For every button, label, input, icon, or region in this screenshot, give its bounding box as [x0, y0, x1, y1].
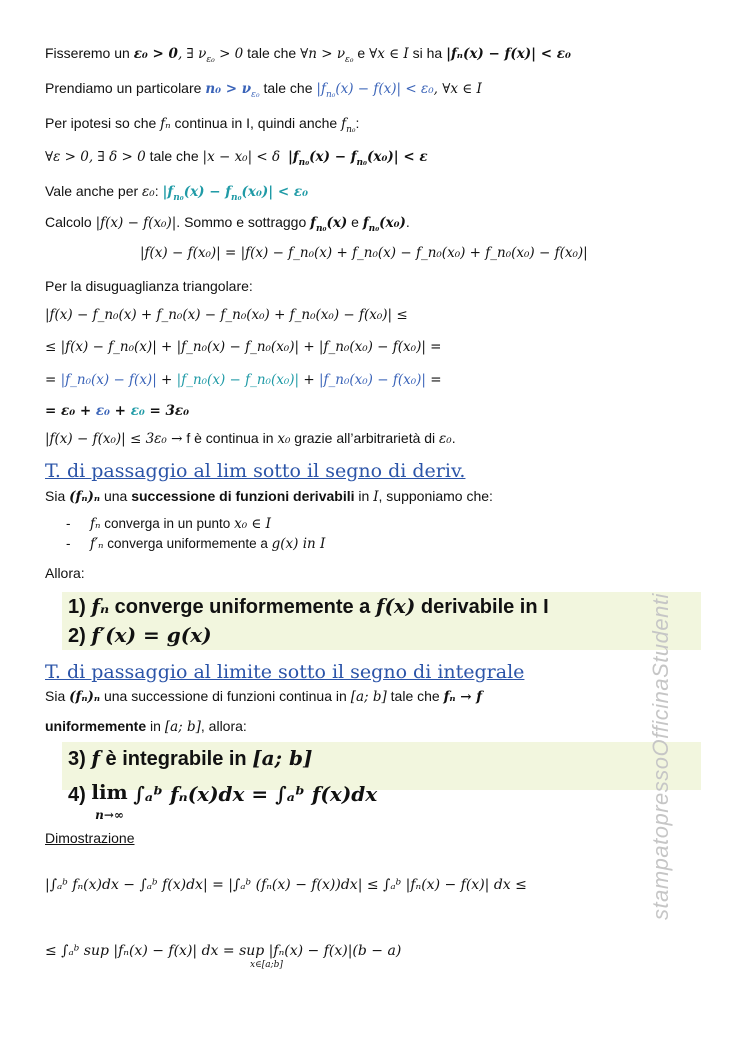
text-line: [45, 183, 308, 203]
result-line: [68, 594, 549, 619]
result-line: [68, 623, 212, 648]
text: 4): [68, 784, 92, 806]
text-line: [45, 488, 493, 505]
text-line: [45, 80, 482, 100]
bullet-dash: -: [66, 536, 71, 551]
math-sub: n₀: [173, 192, 184, 203]
text: una: [100, 488, 132, 504]
math-sub: n₀: [346, 124, 356, 135]
math-sub: ε₀: [206, 54, 215, 65]
math-sub: x∈[a;b]: [250, 960, 283, 970]
math: f′ₙ: [90, 536, 104, 552]
math: |f_n₀(x) − f(x)|: [60, 372, 157, 388]
equation: |f(x) − f(x₀)| = |f(x) − f_n₀(x) + f_n₀(x) − f_n₀(x₀) + f_n₀(x₀) − f(x₀)|: [140, 245, 588, 261]
text: è integrabile in: [99, 748, 253, 770]
math: |f_n₀(x) − f_n₀(x₀)|: [176, 372, 300, 388]
math: f′(x) = g(x): [91, 623, 212, 647]
text-line: [45, 718, 247, 735]
math-sub: n₀: [368, 223, 380, 234]
math: |fₙ(x) − f(x)| < ε₀: [446, 46, 571, 62]
math: fₙ: [160, 116, 171, 132]
limit: [91, 782, 127, 823]
math: fₙ: [91, 594, 110, 618]
math: [a; b]: [164, 719, 201, 735]
math: ε₀ > 0: [133, 46, 178, 62]
text: , allora:: [200, 718, 247, 734]
result-line: [68, 782, 377, 823]
text-line: [45, 148, 428, 168]
math-sub: ε₀: [345, 54, 354, 65]
math: ε₀: [439, 431, 452, 447]
text: in: [354, 488, 374, 504]
math: ∀ε > 0, ∃ δ > 0: [45, 149, 146, 165]
text: :: [154, 183, 163, 199]
equation: [45, 402, 189, 419]
math: f: [91, 746, 100, 770]
text: 2): [68, 625, 92, 647]
math: f(x): [375, 594, 416, 618]
math-sub: n₀: [315, 223, 327, 234]
section-heading-integral: T. di passaggio al limite sotto il segno di integrale: [45, 661, 525, 683]
math: I: [373, 489, 379, 505]
text-line: Allora:: [45, 565, 85, 581]
text-line: [45, 45, 571, 65]
proof-label: Dimostrazione: [45, 830, 135, 846]
text-line: [45, 115, 359, 135]
equation: ≤ |f(x) − f_n₀(x)| + |f_n₀(x) − f_n₀(x₀)| + |f_n₀(x₀) − f(x₀)| =: [45, 339, 442, 355]
watermark: stampatopressoOfficinaStudenti: [648, 593, 673, 920]
bullet-dash: -: [66, 516, 71, 531]
math: x₀: [277, 431, 291, 447]
math: [a; b]: [350, 689, 387, 705]
math: ∀n > ν: [300, 46, 346, 62]
equation: [45, 371, 442, 388]
math-sub: n₀: [356, 157, 368, 168]
text: in: [146, 718, 165, 734]
math: =: [45, 372, 61, 388]
math: |f: [162, 184, 174, 200]
math-sub: ε₀: [251, 89, 260, 100]
text: continua in I, quindi anche: [170, 115, 342, 131]
text-line: [45, 214, 410, 234]
math: (x): [326, 215, 348, 231]
math: ε₀: [142, 184, 155, 200]
math: =: [425, 372, 442, 388]
text-bold: successione di funzioni derivabili: [131, 488, 355, 504]
text: .: [451, 430, 456, 446]
math: +: [299, 372, 319, 388]
math: (x₀)| < ε: [367, 149, 428, 165]
text: e: [347, 214, 363, 230]
list-item: [66, 516, 271, 532]
text: Sia: [45, 688, 70, 704]
math-sub: n₀: [325, 89, 336, 100]
math: |f_n₀(x₀) − f(x₀)|: [318, 372, 426, 388]
math: +: [156, 372, 177, 388]
math: g(x) in I: [271, 536, 326, 552]
text: converga uniformemente a: [103, 536, 272, 551]
math: |f(x) − f(x₀)|: [95, 215, 177, 231]
math: (fₙ)ₙ: [69, 489, 101, 505]
math: (x) − f: [183, 184, 232, 200]
lim-text: lim: [91, 780, 128, 804]
math: ∀x ∈ I: [369, 46, 409, 62]
text: tale che: [386, 688, 444, 704]
text: Sia: [45, 488, 70, 504]
math: |f: [316, 81, 326, 97]
text-line: [45, 688, 482, 705]
math-sub: n₀: [231, 192, 242, 203]
equation: [45, 942, 401, 959]
math: |x − x₀| < δ: [202, 149, 281, 165]
math: > 0: [214, 46, 244, 62]
text: Per ipotesi so che: [45, 115, 161, 131]
lim-sub: n→∞: [95, 808, 124, 822]
math: +: [109, 403, 131, 419]
text-bold: uniformemente: [45, 718, 147, 734]
text: tale che: [243, 45, 301, 61]
math: |f(x) − f(x₀)| ≤ 3ε₀ →: [45, 431, 183, 447]
math: |f: [287, 149, 299, 165]
text: converge uniformemente a: [109, 596, 376, 618]
text: , supponiamo che:: [378, 488, 493, 504]
math: [a; b]: [252, 746, 313, 770]
math: f: [310, 215, 316, 231]
math: ≤ ∫ₐᵇ sup |fₙ(x) − f(x)| dx = sup |fₙ(x) − f(x)|(b − a): [45, 943, 402, 959]
math: fₙ → f: [443, 689, 483, 705]
math: , ∀x ∈ I: [433, 81, 482, 97]
text: Calcolo: [45, 214, 96, 230]
section-heading-derivative: T. di passaggio al lim sotto il segno di deriv.: [45, 460, 466, 482]
math: (x) − f(x)| < ε₀: [335, 81, 434, 97]
text: f è continua in: [182, 430, 278, 446]
text: Prendiamo un particolare: [45, 80, 206, 96]
math: ∫ₐᵇ fₙ(x)dx = ∫ₐᵇ f(x)dx: [133, 782, 378, 806]
math: , ∃ ν: [177, 46, 207, 62]
text: derivabile in I: [415, 596, 549, 618]
text: .: [405, 214, 410, 230]
math: f: [362, 215, 369, 231]
text: grazie all’arbitrarietà di: [290, 430, 440, 446]
text: tale che: [259, 80, 317, 96]
equation: |f(x) − f_n₀(x) + f_n₀(x) − f_n₀(x₀) + f_n₀(x₀) − f(x₀)| ≤: [45, 307, 408, 323]
math: (x₀): [379, 215, 406, 231]
text: si ha: [408, 45, 447, 61]
math-sub: n₀: [298, 157, 310, 168]
text-line: Per la disuguaglianza triangolare:: [45, 278, 253, 294]
math: ε₀: [95, 403, 110, 419]
text: converga in un punto: [100, 516, 235, 531]
text: . Sommo e sottraggo: [176, 214, 311, 230]
math: = ε₀ +: [45, 403, 96, 419]
text: :: [355, 115, 360, 131]
text: 1): [68, 596, 92, 618]
result-line: [68, 746, 312, 771]
math: = 3ε₀: [144, 403, 190, 419]
equation: |∫ₐᵇ fₙ(x)dx − ∫ₐᵇ f(x)dx| = |∫ₐᵇ (fₙ(x) − f(x))dx| ≤ ∫ₐᵇ |fₙ(x) − f(x)| dx ≤: [45, 877, 527, 893]
text: e: [353, 45, 370, 61]
text: Vale anche per: [45, 183, 143, 199]
text: 3): [68, 748, 92, 770]
math: (x₀)| < ε₀: [241, 184, 309, 200]
text: tale che: [145, 148, 203, 164]
math: n₀ > ν: [205, 81, 252, 97]
math: ε₀: [130, 403, 145, 419]
math: (fₙ)ₙ: [69, 689, 101, 705]
math: fₙ: [90, 516, 101, 532]
math: x₀ ∈ I: [234, 516, 272, 532]
text-line: [45, 430, 456, 447]
text: una successione di funzioni continua in: [100, 688, 351, 704]
math: (x) − f: [309, 149, 357, 165]
text: Fisseremo un: [45, 45, 134, 61]
math: f: [341, 116, 347, 132]
list-item: [66, 536, 325, 552]
